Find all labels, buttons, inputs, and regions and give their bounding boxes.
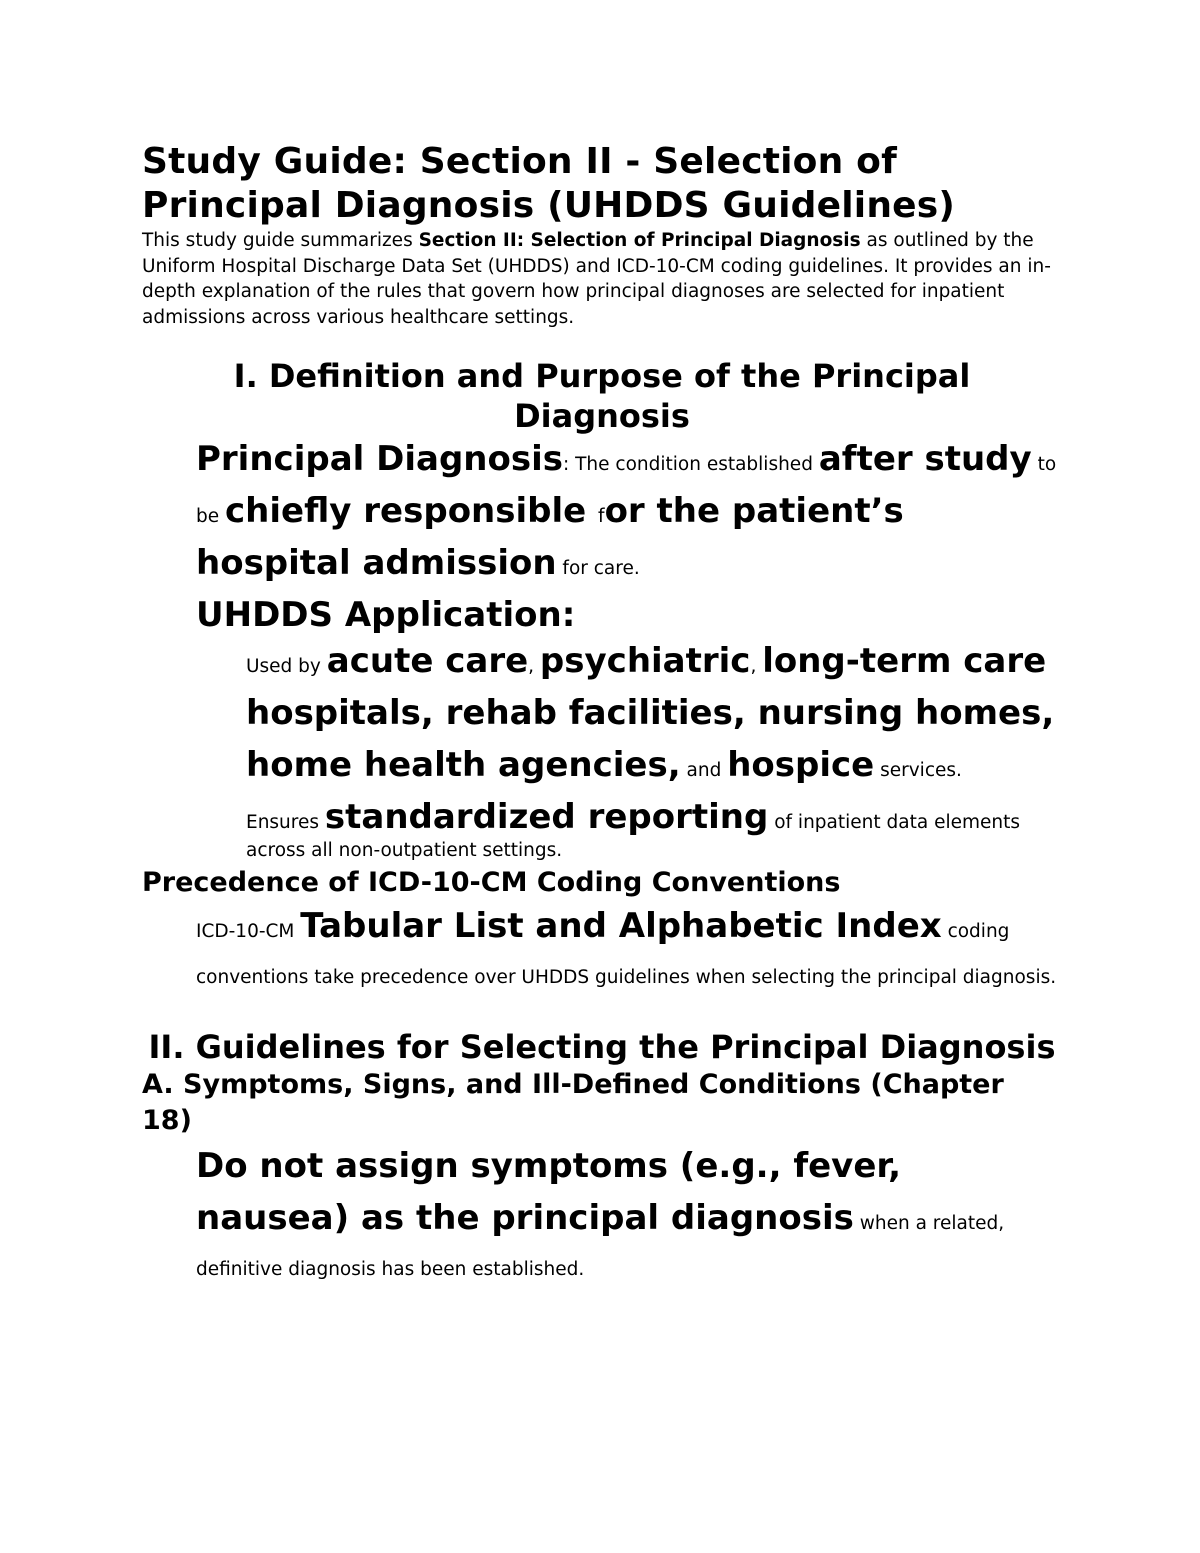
used-by-text-5: services.: [874, 760, 962, 781]
precedence-heading: Precedence of ICD-10-CM Coding Conventions: [142, 867, 841, 898]
document-page: [142, 140, 1062, 1293]
section-2-heading: II. Guidelines for Selecting the Principal Diagnosis: [148, 1028, 1056, 1066]
pd-colon: :: [562, 454, 576, 475]
used-by-text-4: and: [680, 760, 728, 781]
intro-paragraph: [142, 228, 1062, 330]
principal-diagnosis-definition: [196, 436, 1062, 592]
document-title: Study Guide: Section II - Selection of Principal Diagnosis (UHDDS Guidelines): [142, 141, 956, 226]
used-by-text-3: ,: [750, 656, 763, 677]
section-1-heading: I. Definition and Purpose of the Principal Diagnosis: [233, 357, 971, 435]
subsection-a-heading: A. Symptoms, Signs, and Ill-Defined Conditions (Chapter 18): [142, 1069, 1004, 1136]
donot-text-1: when a related, definitive diagnosis has been established.: [196, 1213, 1005, 1280]
pd-text-1: The condition established: [575, 454, 819, 475]
used-by-big-1: acute care: [326, 641, 529, 681]
used-by-paragraph: [246, 638, 1062, 794]
ensures-big-1: standardized reporting: [324, 797, 769, 837]
pd-text-2: to be: [196, 454, 1057, 527]
used-by-text-1: Used by: [246, 656, 327, 677]
intro-text-after: as outlined by the Uniform Hospital Discharge Data Set (UHDDS) and ICD-10-CM coding guidelines. It provides an in-depth explanation of the rules that govern how principal diagnoses are selected for inpatient admissions across various healthcare settings.: [142, 230, 1051, 328]
used-by-text-2: ,: [528, 656, 540, 677]
icd-text-1: ICD-10-CM: [196, 921, 301, 942]
intro-text-before: This study guide summarizes: [142, 230, 419, 251]
used-by-big-4: hospice: [727, 745, 875, 785]
used-by-big-3: long-term care hospitals, rehab facilities, nursing homes, home health agencies,: [246, 641, 1055, 785]
pd-big-1: after study: [818, 439, 1032, 479]
uhdds-application-heading: UHDDS Application:: [196, 595, 576, 635]
icd-big-1: Tabular List and Alphabetic Index: [300, 906, 942, 946]
pd-big-2: chiefly responsible: [225, 491, 599, 531]
ensures-text-1: Ensures: [246, 812, 325, 833]
pd-text-4: for care.: [556, 558, 640, 579]
principal-diagnosis-term: Principal Diagnosis: [196, 439, 563, 479]
pd-text-3: f: [598, 506, 605, 527]
donot-big-1: Do not assign symptoms (e.g., fever, nausea) as the principal diagnosis: [196, 1146, 902, 1238]
used-by-big-2: psychiatric: [539, 641, 751, 681]
do-not-assign-paragraph: [196, 1143, 1062, 1293]
ensures-paragraph: [246, 797, 1062, 865]
intro-bold-section: Section II: Selection of Principal Diagnosis: [418, 230, 861, 251]
icd-paragraph: [196, 903, 1062, 1001]
ensures-text-2: of inpatient data elements across all non-outpatient settings.: [246, 812, 1020, 861]
icd-text-2: coding conventions take precedence over UHDDS guidelines when selecting the principal diagnosis.: [196, 921, 1057, 988]
pd-big-3: or the patient’s hospital admission: [196, 491, 904, 583]
